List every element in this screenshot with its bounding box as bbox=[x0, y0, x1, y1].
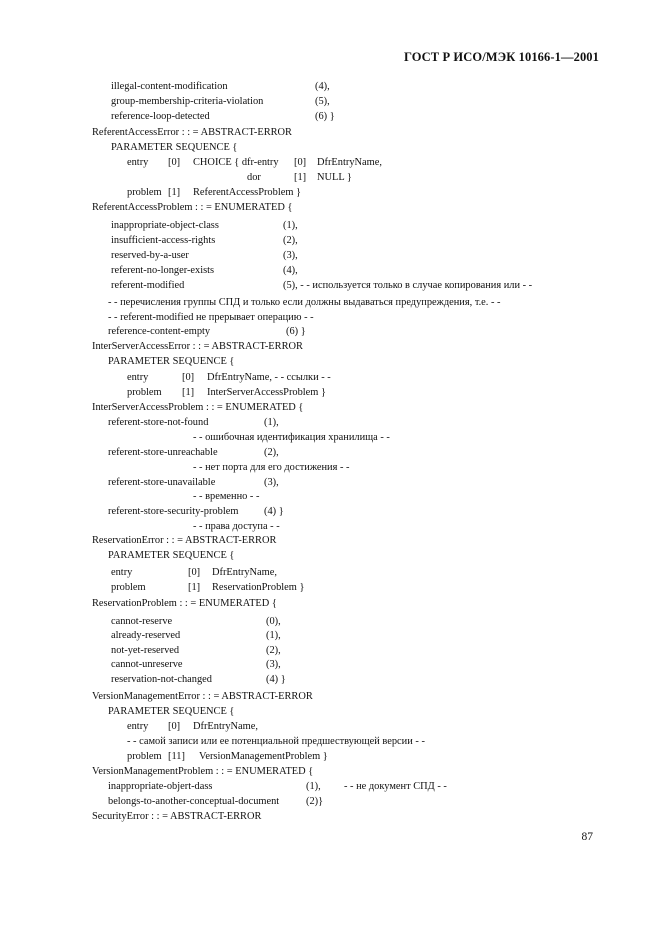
listing-line: referent-store-security-problem (4) } bbox=[108, 506, 284, 517]
listing-line: ReservationError : : = ABSTRACT-ERROR bbox=[92, 535, 277, 546]
listing-line: illegal-content-modification (4), bbox=[111, 81, 330, 92]
document-header: ГОСТ Р ИСО/МЭК 10166-1—2001 bbox=[403, 50, 599, 64]
listing-line: entry [0] DfrEntryName, bbox=[127, 721, 258, 732]
listing-line: ReferentAccessProblem : : = ENUMERATED { bbox=[92, 202, 293, 213]
listing-line: cannot-reserve (0), bbox=[111, 616, 281, 627]
listing-line: PARAMETER SEQUENCE { bbox=[111, 142, 238, 153]
listing-line: reference-content-empty (6) } bbox=[108, 326, 306, 337]
listing-line: reservation-not-changed (4) } bbox=[111, 674, 286, 685]
listing-line: - - перечисления группы СПД и только если должны выдаваться предупреждения, т.е. - - bbox=[108, 297, 501, 308]
listing-line: not-yet-reserved (2), bbox=[111, 645, 281, 656]
listing-line: referent-store-unavailable (3), bbox=[108, 477, 279, 488]
listing-line: insufficient-access-rights (2), bbox=[111, 235, 298, 246]
listing-line: InterServerAccessProblem : : = ENUMERATED { bbox=[92, 402, 304, 413]
listing-line: inappropriate-object-class (1), bbox=[111, 220, 298, 231]
listing-line: group-membership-criteria-violation (5), bbox=[111, 96, 330, 107]
listing-line: - - права доступа - - bbox=[193, 521, 280, 532]
listing-line: - - referent-modified не прерывает операцию - - bbox=[108, 312, 314, 323]
listing-line: referent-store-not-found (1), bbox=[108, 417, 279, 428]
listing-line: VersionManagementError : : = ABSTRACT-ERROR bbox=[92, 691, 313, 702]
listing-line: referent-no-longer-exists (4), bbox=[111, 265, 298, 276]
listing-line: ReservationProblem : : = ENUMERATED { bbox=[92, 598, 277, 609]
listing-line: - - временно - - bbox=[193, 491, 260, 502]
listing-line: referent-modified (5), - - используется только в случае копирования или - - bbox=[111, 280, 533, 291]
listing-line: VersionManagementProblem : : = ENUMERATED { bbox=[92, 766, 314, 777]
listing-line: referent-store-unreachable (2), bbox=[108, 447, 279, 458]
listing-line: PARAMETER SEQUENCE { bbox=[108, 550, 235, 561]
listing-line: cannot-unreserve (3), bbox=[111, 659, 281, 670]
listing-line: entry [0] CHOICE { dfr-entry [0] DfrEntryName, bbox=[127, 157, 382, 168]
listing-line: problem [1] ReservationProblem } bbox=[111, 582, 305, 593]
listing-line: reference-loop-detected (6) } bbox=[111, 111, 335, 122]
listing-line: - - ошибочная идентификация хранилища - - bbox=[193, 432, 390, 443]
listing-line: problem [1] ReferentAccessProblem } bbox=[127, 187, 301, 198]
listing-line: - - самой записи или ее потенциальной предшествующей версии - - bbox=[127, 736, 425, 747]
listing-line: InterServerAccessError : : = ABSTRACT-ERROR bbox=[92, 341, 303, 352]
listing-line: ReferentAccessError : : = ABSTRACT-ERROR bbox=[92, 127, 292, 138]
listing-line: already-reserved (1), bbox=[111, 630, 281, 641]
listing-line: SecurityError : : = ABSTRACT-ERROR bbox=[92, 811, 262, 822]
listing-line: PARAMETER SEQUENCE { bbox=[108, 356, 235, 367]
listing-line: - - нет порта для его достижения - - bbox=[193, 462, 350, 473]
listing-line: problem [11] VersionManagementProblem } bbox=[127, 751, 328, 762]
listing-line: belongs-to-another-conceptual-document (2)} bbox=[108, 796, 324, 807]
listing-line: inappropriate-objert-dass (1), - - не документ СПД - - bbox=[108, 781, 447, 792]
listing-line: entry [0] DfrEntryName, bbox=[111, 567, 277, 578]
listing-line: dor [1] NULL } bbox=[247, 172, 352, 183]
page-number: 87 bbox=[581, 831, 593, 843]
listing-line: reserved-by-a-user (3), bbox=[111, 250, 298, 261]
listing-line: entry [0] DfrEntryName, - - ссылки - - bbox=[127, 372, 331, 383]
listing-line: PARAMETER SEQUENCE { bbox=[108, 706, 235, 717]
listing-line: problem [1] InterServerAccessProblem } bbox=[127, 387, 326, 398]
